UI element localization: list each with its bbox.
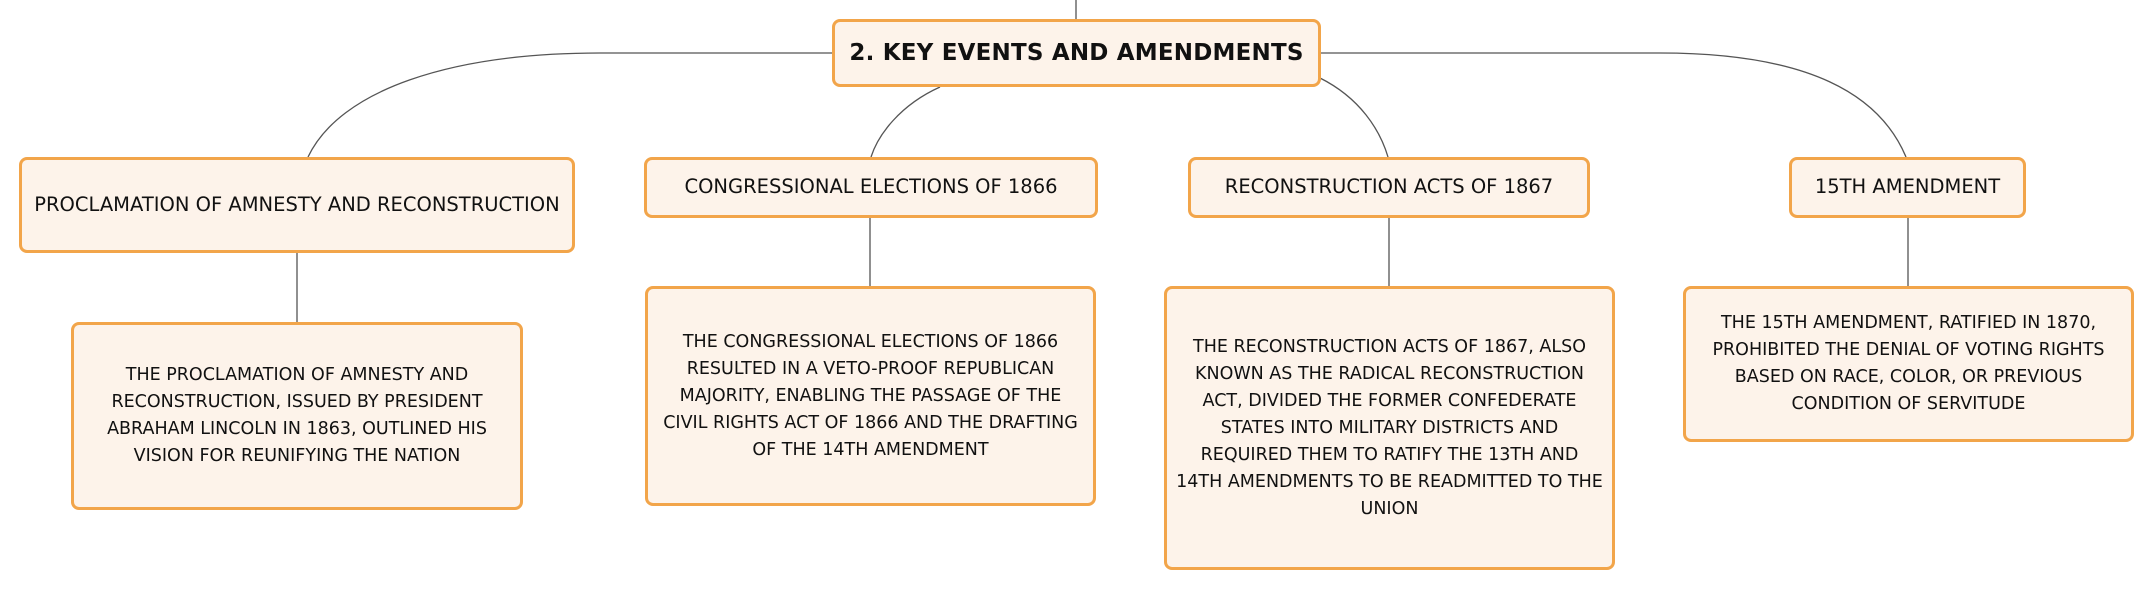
connector-root-to-branch-4	[1321, 53, 1906, 157]
detail-node-congressional-elections[interactable]	[645, 286, 1096, 506]
branch-label: CONGRESSIONAL ELECTIONS OF 1866	[684, 175, 1058, 199]
detail-text: THE CONGRESSIONAL ELECTIONS OF 1866 RESULTED IN A VETO-PROOF REPUBLICAN MAJORITY, ENABLING THE PASSAGE OF THE CIVIL RIGHTS ACT OF 1866 AND THE DRAFTING OF THE 14TH AMENDMENT	[663, 331, 1078, 460]
detail-node-15th-amendment[interactable]	[1683, 286, 2134, 442]
branch-node-reconstruction-acts[interactable]	[1188, 157, 1590, 218]
branch-label: PROCLAMATION OF AMNESTY AND RECONSTRUCTION	[34, 192, 560, 216]
detail-text: THE RECONSTRUCTION ACTS OF 1867, ALSO KNOWN AS THE RADICAL RECONSTRUCTION ACT, DIVIDED THE FORMER CONFEDERATE STATES INTO MILITARY DISTRICTS AND REQUIRED THEM TO RATIFY THE 13TH AND 14TH AMENDMENTS TO BE READMITTED TO THE UNION	[1176, 336, 1603, 519]
branch-label: 15TH AMENDMENT	[1814, 175, 2001, 199]
root-label: 2. KEY EVENTS AND AMENDMENTS	[849, 40, 1304, 66]
detail-text: THE PROCLAMATION OF AMNESTY AND RECONSTRUCTION, ISSUED BY PRESIDENT ABRAHAM LINCOLN IN 1863, OUTLINED HIS VISION FOR REUNIFYING THE NATION	[107, 365, 487, 466]
branch-node-congressional-elections[interactable]	[644, 157, 1098, 218]
root-node[interactable]	[832, 19, 1321, 87]
connector-root-to-branch-2	[871, 87, 940, 157]
detail-node-reconstruction-acts[interactable]	[1164, 286, 1615, 570]
detail-node-proclamation[interactable]	[71, 322, 523, 510]
branch-node-15th-amendment[interactable]	[1789, 157, 2026, 218]
detail-text: THE 15TH AMENDMENT, RATIFIED IN 1870, PROHIBITED THE DENIAL OF VOTING RIGHTS BASED ON RACE, COLOR, OR PREVIOUS CONDITION OF SERVITUDE	[1712, 313, 2105, 414]
branch-label: RECONSTRUCTION ACTS OF 1867	[1224, 175, 1554, 199]
connector-root-to-branch-3	[1320, 78, 1388, 157]
branch-node-proclamation[interactable]	[19, 157, 575, 253]
connector-root-to-branch-1	[308, 53, 832, 157]
